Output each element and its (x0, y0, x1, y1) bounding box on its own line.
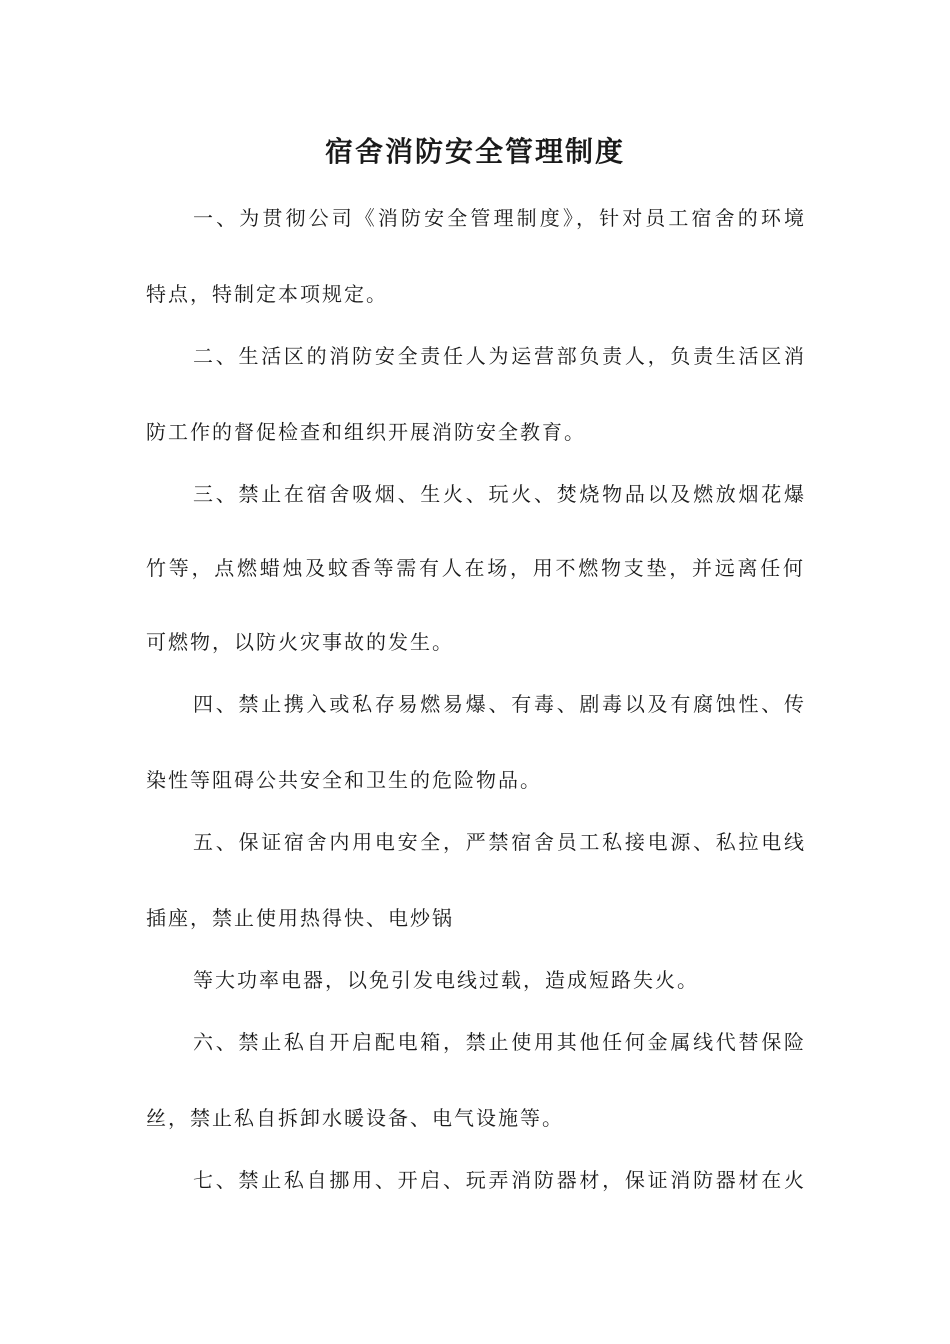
paragraph-3-line-2: 竹等，点燃蜡烛及蚊香等需有人在场，用不燃物支垫，并远离任何 (146, 556, 803, 580)
paragraph-5-line-2: 插座，禁止使用热得快、电炒锅 (146, 906, 454, 930)
paragraph-6-line-1: 六、禁止私自开启配电箱，禁止使用其他任何金属线代替保险 (193, 1030, 804, 1054)
paragraph-6-line-2: 丝，禁止私自拆卸水暖设备、电气设施等。 (146, 1106, 564, 1130)
paragraph-2-line-1: 二、生活区的消防安全责任人为运营部负责人，负责生活区消 (193, 344, 804, 368)
paragraph-1-line-2: 特点，特制定本项规定。 (146, 282, 388, 306)
paragraph-5-line-1: 五、保证宿舍内用电安全，严禁宿舍员工私接电源、私拉电线 (193, 830, 804, 854)
paragraph-1-line-1: 一、为贯彻公司《消防安全管理制度》，针对员工宿舍的环境 (193, 206, 804, 230)
paragraph-4-line-2: 染性等阻碍公共安全和卫生的危险物品。 (146, 768, 542, 792)
paragraph-2-line-2: 防工作的督促检查和组织开展消防安全教育。 (146, 420, 586, 444)
document-title: 宿舍消防安全管理制度 (324, 135, 625, 168)
paragraph-7-line-1: 七、禁止私自挪用、开启、玩弄消防器材，保证消防器材在火 (193, 1168, 804, 1192)
paragraph-5-line-3: 等大功率电器，以免引发电线过载，造成短路失火。 (193, 968, 699, 992)
paragraph-3-line-3: 可燃物，以防火灾事故的发生。 (146, 630, 454, 654)
paragraph-4-line-1: 四、禁止携入或私存易燃易爆、有毒、剧毒以及有腐蚀性、传 (193, 692, 804, 716)
paragraph-3-line-1: 三、禁止在宿舍吸烟、生火、玩火、焚烧物品以及燃放烟花爆 (193, 482, 804, 506)
